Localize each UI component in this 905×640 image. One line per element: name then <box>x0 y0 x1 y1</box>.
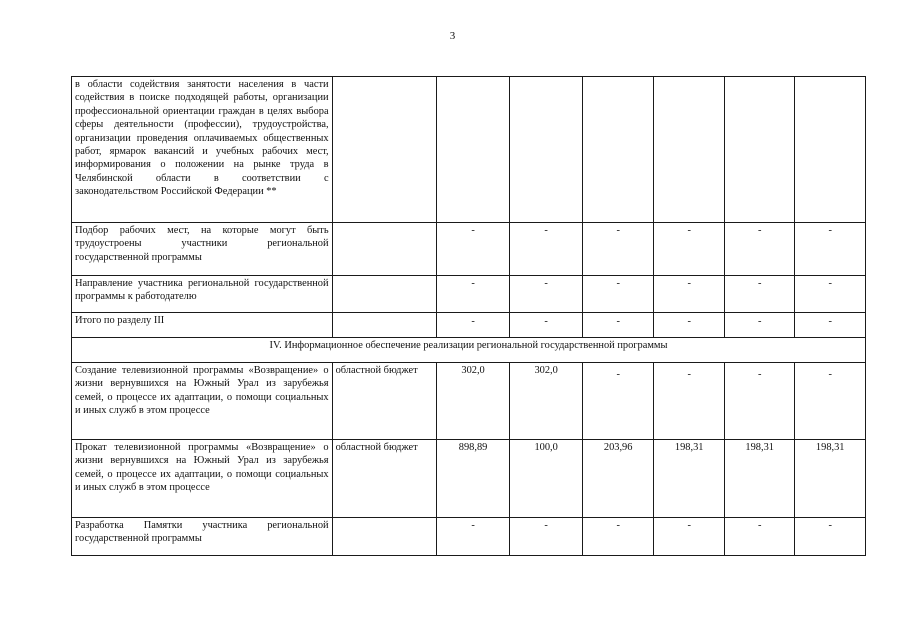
row-funding-source <box>332 313 436 338</box>
row-value: 302,0 <box>510 363 583 440</box>
row-value <box>724 77 795 223</box>
row-value: 198,31 <box>795 440 866 518</box>
row-value: - <box>654 518 725 556</box>
row-value: 100,0 <box>510 440 583 518</box>
row-value: 898,89 <box>436 440 510 518</box>
row-value: - <box>582 363 654 440</box>
row-funding-source <box>332 223 436 276</box>
table-row <box>72 276 866 313</box>
table-row <box>72 440 866 518</box>
row-funding-source <box>332 518 436 556</box>
row-description: Направление участника региональной государственной программы к работодателю <box>72 276 333 313</box>
row-value: 302,0 <box>436 363 510 440</box>
table-row <box>72 77 866 223</box>
row-value <box>654 77 725 223</box>
section-heading-row <box>72 338 866 363</box>
row-value: - <box>436 518 510 556</box>
row-value: - <box>582 313 654 338</box>
table-row <box>72 363 866 440</box>
row-value: - <box>795 363 866 440</box>
row-value: - <box>654 313 725 338</box>
row-value: - <box>436 313 510 338</box>
row-description: Разработка Памятки участника региональной государственной программы <box>72 518 333 556</box>
row-value: - <box>795 223 866 276</box>
row-description: Подбор рабочих мест, на которые могут быть трудоустроены участники региональной государственной программы <box>72 223 333 276</box>
row-value: - <box>436 276 510 313</box>
row-value <box>795 77 866 223</box>
row-value: - <box>510 313 583 338</box>
row-value: 198,31 <box>654 440 725 518</box>
row-funding-source <box>332 77 436 223</box>
row-value: - <box>654 276 725 313</box>
row-value: - <box>510 276 583 313</box>
row-funding-source: областной бюджет <box>332 363 436 440</box>
table-row <box>72 223 866 276</box>
row-value: - <box>795 518 866 556</box>
row-value <box>510 77 583 223</box>
row-value: - <box>510 223 583 276</box>
row-value: - <box>510 518 583 556</box>
program-table <box>71 76 866 556</box>
row-value: 203,96 <box>582 440 654 518</box>
table-row <box>72 518 866 556</box>
row-value <box>582 77 654 223</box>
row-value: - <box>795 313 866 338</box>
row-funding-source <box>332 276 436 313</box>
row-value: - <box>654 363 725 440</box>
row-value: - <box>724 276 795 313</box>
row-value: - <box>724 518 795 556</box>
section-heading: IV. Информационное обеспечение реализации региональной государственной программы <box>72 338 866 363</box>
row-value: - <box>795 276 866 313</box>
row-funding-source: областной бюджет <box>332 440 436 518</box>
page-number: 3 <box>449 30 456 42</box>
table-row-total <box>72 313 866 338</box>
row-value: 198,31 <box>724 440 795 518</box>
row-value <box>436 77 510 223</box>
row-value: - <box>582 518 654 556</box>
row-value: - <box>654 223 725 276</box>
row-value: - <box>724 363 795 440</box>
row-description: Итого по разделу III <box>72 313 333 338</box>
row-value: - <box>724 223 795 276</box>
row-value: - <box>724 313 795 338</box>
row-value: - <box>436 223 510 276</box>
row-value: - <box>582 276 654 313</box>
row-description: Прокат телевизионной программы «Возвращение» о жизни вернувшихся на Южный Урал из зарубежья семей, о процессе их адаптации, о помощи социальных и иных служб в этом процессе <box>72 440 333 518</box>
row-value: - <box>582 223 654 276</box>
row-description: в области содействия занятости населения в части содействия в поиске подходящей работы, организации профессиональной ориентации граждан в целях выбора сферы деятельности (профессии), трудоустройства, организации проведения оплачиваемых общественных работ, ярмарок вакансий и учебных рабочих мест, информирования о положении на рынке труда в Челябинской области в соответствии с законодательством Российской Федерации ** <box>72 77 333 223</box>
row-description: Создание телевизионной программы «Возвращение» о жизни вернувшихся на Южный Урал из зарубежья семей, о процессе их адаптации, о помощи социальных и иных служб в этом процессе <box>72 363 333 440</box>
